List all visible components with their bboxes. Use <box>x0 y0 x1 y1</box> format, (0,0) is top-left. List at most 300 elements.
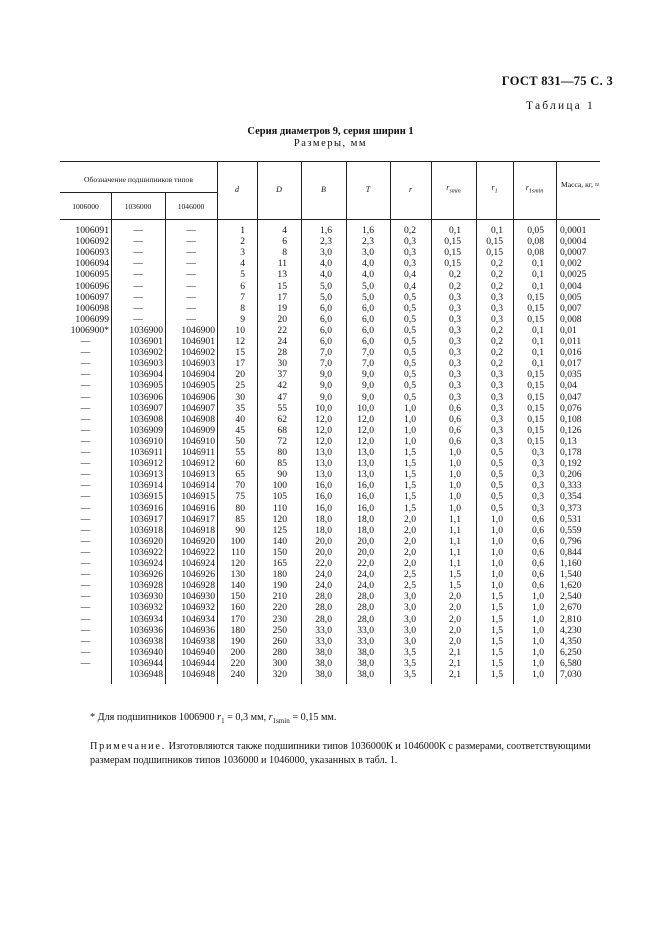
table-cell: 0,3 <box>404 236 416 248</box>
table-cell: 8 <box>240 302 245 314</box>
table-cell: 0,08 <box>527 247 544 259</box>
table-cell: 140 <box>230 580 245 592</box>
table-cell: 1036904 <box>129 369 163 381</box>
table-cell: 230 <box>272 613 287 625</box>
table-cell: 1,6 <box>362 225 374 236</box>
table-cell: 72 <box>277 435 287 447</box>
table-cell: 0,531 <box>560 513 582 525</box>
table-cell: 1,0 <box>404 424 416 436</box>
designation-group-header: Обозначение подшипников типов <box>84 175 193 184</box>
table-cell: 38,0 <box>357 669 374 680</box>
table-cell: 0,3 <box>449 358 461 370</box>
table-cell: 0,0001 <box>560 225 587 236</box>
table-cell: 1036928 <box>129 580 163 592</box>
table-cell: 2,0 <box>404 558 416 569</box>
table-cell: 1046916 <box>181 502 215 514</box>
table-cell: 0,13 <box>560 435 577 447</box>
table-cell: 12,0 <box>315 435 332 447</box>
table-cell: 0,008 <box>560 313 582 325</box>
table-row <box>60 580 600 591</box>
table-cell: 1036918 <box>129 524 163 536</box>
table-row <box>60 325 600 336</box>
table-cell: 1006095 <box>75 269 109 281</box>
table-cell: 1,5 <box>491 613 503 625</box>
table-cell: — <box>186 280 196 292</box>
table-cell: 4 <box>240 258 245 270</box>
table-cell: 0,2 <box>491 324 503 336</box>
table-cell: 5 <box>240 269 245 281</box>
table-cell: 0,1 <box>491 225 503 236</box>
table-cell: 3,5 <box>404 646 416 658</box>
table-cell: 0,3 <box>491 391 503 403</box>
table-cell: 0,15 <box>527 424 544 436</box>
table-cell: 0,6 <box>532 569 544 581</box>
table-cell: 18,0 <box>315 524 332 536</box>
table-cell: 1036926 <box>129 569 163 581</box>
table-cell: 7,0 <box>362 347 374 359</box>
table-cell: 130 <box>230 569 245 581</box>
table-cell: 0,6 <box>449 413 461 425</box>
table-cell: 0,016 <box>560 347 582 359</box>
table-cell: 0,5 <box>404 291 416 303</box>
table-cell: 0,15 <box>444 258 461 270</box>
table-cell: 0,15 <box>444 247 461 259</box>
table-cell: 1,6 <box>320 225 332 236</box>
table-row <box>60 414 600 425</box>
table-cell: — <box>80 580 91 592</box>
table-cell: 1,5 <box>404 469 416 481</box>
table-row <box>60 392 600 403</box>
table-cell: 68 <box>277 424 287 436</box>
table-cell: 24,0 <box>315 569 332 581</box>
table-cell: 1,0 <box>404 413 416 425</box>
table-cell: 6,0 <box>320 313 332 325</box>
table-cell: 1,0 <box>532 669 544 680</box>
table-cell: 0,3 <box>491 402 503 414</box>
table-cell: 0,3 <box>491 380 503 392</box>
table-cell: 1,1 <box>449 513 461 525</box>
table-cell: 1,5 <box>491 624 503 636</box>
table-top-rule <box>60 161 600 162</box>
table-cell: 170 <box>230 613 245 625</box>
table-cell: 210 <box>272 591 287 603</box>
table-cell: 33,0 <box>357 635 374 647</box>
table-cell: 13 <box>277 269 287 281</box>
table-row <box>60 303 600 314</box>
table-row <box>60 425 600 436</box>
note-label: Примечание. <box>90 741 167 752</box>
table-cell: 7,0 <box>362 358 374 370</box>
table-row <box>60 380 600 391</box>
table-cell: 0,844 <box>560 546 582 558</box>
table-cell: 1046918 <box>181 524 215 536</box>
table-cell: 90 <box>277 469 287 481</box>
table-cell: 45 <box>235 424 245 436</box>
table-cell: 1036910 <box>129 435 163 447</box>
table-cell: 1,5 <box>449 580 461 592</box>
table-cell: 22 <box>277 324 287 336</box>
table-cell: 90 <box>235 524 245 536</box>
table-cell: — <box>80 524 91 536</box>
table-cell: 320 <box>272 669 287 680</box>
table-cell: 4 <box>282 225 287 236</box>
table-cell: 0,796 <box>560 535 582 547</box>
table-cell: 15 <box>235 347 245 359</box>
table-row <box>60 369 600 380</box>
table-cell: 1,5 <box>491 602 503 614</box>
table-cell: — <box>133 258 143 270</box>
table-cell: 1,0 <box>532 646 544 658</box>
table-cell: 0,1 <box>532 324 544 336</box>
table-cell: 100 <box>272 480 287 492</box>
table-cell: 190 <box>230 635 245 647</box>
table-cell: 1,5 <box>404 502 416 514</box>
table-cell: 0,2 <box>491 258 503 270</box>
table-cell: 1,0 <box>449 469 461 481</box>
table-cell: — <box>80 535 91 547</box>
table-cell: — <box>133 291 143 303</box>
table-cell: — <box>80 435 91 447</box>
table-cell: 0,3 <box>449 302 461 314</box>
table-cell: — <box>80 358 91 370</box>
table-cell: 13,0 <box>315 469 332 481</box>
table-cell: 22,0 <box>357 558 374 569</box>
table-cell: 9,0 <box>362 380 374 392</box>
table-cell: 1036912 <box>129 458 163 470</box>
table-cell: 0,4 <box>404 269 416 281</box>
table-cell: 2,1 <box>449 657 461 669</box>
table-cell: 0,04 <box>560 380 577 392</box>
table-cell: 120 <box>230 558 245 569</box>
table-cell: 0,15 <box>527 435 544 447</box>
footnote: * Для подшипников 1006900 $r_1 = 0,3$ мм, $r_{1smin} = 0,15$ мм. <box>90 712 337 726</box>
table-cell: 1,5 <box>449 569 461 581</box>
note <box>90 740 610 768</box>
table-cell: 2,670 <box>560 602 582 614</box>
table-cell: 2,0 <box>449 635 461 647</box>
table-row <box>60 636 600 647</box>
table-cell: — <box>80 635 91 647</box>
table-cell: 0,3 <box>491 313 503 325</box>
table-cell: 1046914 <box>181 480 215 492</box>
table-cell: 150 <box>272 546 287 558</box>
table-cell: 1,0 <box>449 502 461 514</box>
table-cell: 20,0 <box>315 535 332 547</box>
table-cell: 3,5 <box>404 669 416 680</box>
table-cell: — <box>80 469 91 481</box>
table-cell: 0,3 <box>449 380 461 392</box>
table-cell: 28 <box>277 347 287 359</box>
table-cell: 1046905 <box>181 380 215 392</box>
designation-sub-rule <box>60 192 217 193</box>
table-row <box>60 314 600 325</box>
table-cell: 0,15 <box>444 236 461 248</box>
table-cell: 4,230 <box>560 624 582 636</box>
bearing-table <box>60 161 600 684</box>
table-cell: 1046915 <box>181 491 215 503</box>
table-cell: 8 <box>282 247 287 259</box>
D-header: D <box>276 185 282 194</box>
table-row <box>60 602 600 613</box>
table-cell: 1,0 <box>404 435 416 447</box>
table-cell: 110 <box>230 546 245 558</box>
table-cell: 0,05 <box>527 225 544 236</box>
table-cell: 28,0 <box>315 602 332 614</box>
table-cell: 1036914 <box>129 480 163 492</box>
table-cell: 1,0 <box>532 613 544 625</box>
table-cell: 0,2 <box>449 269 461 281</box>
table-cell: 0,3 <box>532 502 544 514</box>
table-cell: 2,5 <box>404 580 416 592</box>
table-cell: 0,5 <box>404 324 416 336</box>
table-cell: 1006098 <box>75 302 109 314</box>
table-cell: 0,2 <box>491 347 503 359</box>
table-cell: — <box>80 646 91 658</box>
table-cell: 12,0 <box>315 413 332 425</box>
table-cell: 1,1 <box>449 535 461 547</box>
table-cell: 24 <box>277 336 287 347</box>
table-cell: 1046911 <box>181 447 215 458</box>
table-cell: 16,0 <box>315 491 332 503</box>
table-cell: 0,5 <box>404 380 416 392</box>
table-cell: 0,373 <box>560 502 582 514</box>
table-cell: 1036903 <box>129 358 163 370</box>
table-row <box>60 558 600 569</box>
table-cell: 200 <box>230 646 245 658</box>
table-row <box>60 258 600 269</box>
table-cell: 4,0 <box>362 258 374 270</box>
table-cell: 6,0 <box>362 302 374 314</box>
table-cell: 7 <box>240 291 245 303</box>
table-cell: 1,0 <box>532 602 544 614</box>
table-cell: 1,5 <box>404 491 416 503</box>
table-cell: 1,0 <box>491 569 503 581</box>
table-cell: 1036917 <box>129 513 163 525</box>
table-cell: 13,0 <box>357 469 374 481</box>
table-cell: 0,5 <box>404 391 416 403</box>
table-cell: 240 <box>230 669 245 680</box>
table-cell: 0,6 <box>532 580 544 592</box>
table-cell: 260 <box>272 635 287 647</box>
table-cell: 1006093 <box>75 247 109 259</box>
table-cell: 1,0 <box>491 535 503 547</box>
table-row <box>60 281 600 292</box>
table-cell: 1036940 <box>129 646 163 658</box>
table-cell: 220 <box>272 602 287 614</box>
table-cell: 5,0 <box>362 280 374 292</box>
table-cell: — <box>80 447 91 458</box>
table-cell: 18,0 <box>357 524 374 536</box>
table-cell: 1046908 <box>181 413 215 425</box>
table-cell: 1046934 <box>181 613 215 625</box>
table-row <box>60 614 600 625</box>
table-cell: 1006096 <box>75 280 109 292</box>
table-cell: 40 <box>235 413 245 425</box>
table-cell: — <box>80 413 91 425</box>
table-cell: 55 <box>277 402 287 414</box>
table-cell: 7,0 <box>320 358 332 370</box>
r-header: r <box>408 185 413 194</box>
table-cell: 0,15 <box>527 413 544 425</box>
table-cell: 16,0 <box>315 480 332 492</box>
table-cell: 1036936 <box>129 624 163 636</box>
table-cell: 3,0 <box>362 247 374 259</box>
table-cell: 1,0 <box>491 558 503 569</box>
table-cell: 1046917 <box>181 513 215 525</box>
table-cell: 16,0 <box>357 480 374 492</box>
table-cell: 0,15 <box>527 402 544 414</box>
table-cell: — <box>186 225 196 236</box>
table-cell: 7,030 <box>560 669 582 680</box>
table-cell: 33,0 <box>357 624 374 636</box>
table-cell: 1036922 <box>129 546 163 558</box>
table-row <box>60 647 600 658</box>
table-cell: 1046907 <box>181 402 215 414</box>
table-cell: 0,6 <box>532 546 544 558</box>
table-cell: 0,108 <box>560 413 582 425</box>
table-cell: 50 <box>235 435 245 447</box>
table-cell: 6 <box>240 280 245 292</box>
table-cell: 13,0 <box>315 447 332 458</box>
table-cell: 11 <box>277 258 287 270</box>
table-cell: 17 <box>235 358 245 370</box>
table-cell: 5,0 <box>320 280 332 292</box>
table-cell: 5,0 <box>362 291 374 303</box>
table-cell: 0,002 <box>560 258 582 270</box>
table-cell: 280 <box>272 646 287 658</box>
table-row <box>60 447 600 458</box>
table-cell: 1036907 <box>129 402 163 414</box>
table-cell: 4,0 <box>320 269 332 281</box>
table-cell: 1,5 <box>404 480 416 492</box>
table-cell: — <box>133 269 143 281</box>
note-text: Изготовляются также подшипники типов 1036000К и 1046000К с размерами, соответствующими размерам подшипников типов 1036000 и 1046000, указанных в табл. 1. <box>90 741 591 766</box>
table-cell: 1036944 <box>129 657 163 669</box>
table-cell: 0,5 <box>491 491 503 503</box>
table-row <box>60 569 600 580</box>
table-cell: 1,5 <box>491 591 503 603</box>
table-cell: 1,0 <box>491 580 503 592</box>
table-cell: 22,0 <box>315 558 332 569</box>
table-cell: 300 <box>272 657 287 669</box>
table-row <box>60 514 600 525</box>
table-cell: 38,0 <box>315 646 332 658</box>
table-cell: 1036932 <box>129 602 163 614</box>
table-cell: 2,0 <box>449 613 461 625</box>
table-cell: 0,1 <box>532 269 544 281</box>
table-cell: 0,3 <box>532 469 544 481</box>
table-cell: 0,3 <box>449 291 461 303</box>
table-cell: 0,192 <box>560 458 582 470</box>
header-bottom-rule <box>60 219 600 220</box>
table-cell: 0,3 <box>532 458 544 470</box>
table-cell: 13,0 <box>315 458 332 470</box>
table-cell: 9,0 <box>362 369 374 381</box>
table-label: Таблица 1 <box>526 100 595 112</box>
table-cell: 1046926 <box>181 569 215 581</box>
table-cell: 0,08 <box>527 236 544 248</box>
table-cell: 2,3 <box>320 236 332 248</box>
table-cell: 0,017 <box>560 358 582 370</box>
table-cell: 2,0 <box>404 535 416 547</box>
table-cell: 1046902 <box>181 347 215 359</box>
table-cell: — <box>186 258 196 270</box>
table-cell: 28,0 <box>357 613 374 625</box>
table-cell: 0,5 <box>404 358 416 370</box>
table-cell: 16,0 <box>357 491 374 503</box>
table-cell: — <box>80 558 91 569</box>
table-cell: 0,126 <box>560 424 582 436</box>
table-cell: — <box>80 336 91 347</box>
table-cell: 3,5 <box>404 657 416 669</box>
table-cell: 13,0 <box>357 458 374 470</box>
table-cell: — <box>186 236 196 248</box>
table-cell: 0,3 <box>532 491 544 503</box>
table-cell: 12,0 <box>357 435 374 447</box>
table-cell: 24,0 <box>357 569 374 581</box>
table-cell: 38,0 <box>357 646 374 658</box>
table-row <box>60 403 600 414</box>
table-cell: 6,250 <box>560 646 582 658</box>
table-cell: 1,1 <box>449 558 461 569</box>
table-cell: 0,15 <box>527 313 544 325</box>
table-cell: 1036902 <box>129 347 163 359</box>
table-cell: 38,0 <box>357 657 374 669</box>
table-cell: 1,0 <box>449 480 461 492</box>
table-cell: 0,6 <box>532 524 544 536</box>
table-cell: 3 <box>240 247 245 259</box>
table-row <box>60 436 600 447</box>
table-cell: 0,2 <box>491 358 503 370</box>
table-cell: 1,0 <box>532 624 544 636</box>
table-cell: 1,0 <box>449 447 461 458</box>
table-cell: 3,0 <box>320 247 332 259</box>
table-row <box>60 525 600 536</box>
table-row <box>60 247 600 258</box>
table-cell: 0,5 <box>491 469 503 481</box>
table-cell: 2,540 <box>560 591 582 603</box>
table-cell: 0,206 <box>560 469 582 481</box>
table-cell: 0,3 <box>449 336 461 347</box>
table-cell: 0,5 <box>491 458 503 470</box>
table-cell: 1,1 <box>449 546 461 558</box>
table-cell: 1046936 <box>181 624 215 636</box>
table-cell: 1,0 <box>491 546 503 558</box>
table-cell: 1 <box>240 225 245 236</box>
table-cell: — <box>80 624 91 636</box>
table-cell: 28,0 <box>315 613 332 625</box>
table-row <box>60 336 600 347</box>
table-cell: 0,178 <box>560 447 582 458</box>
table-cell: 1036948 <box>129 669 163 680</box>
table-cell: 0,5 <box>404 302 416 314</box>
table-cell: 1046940 <box>181 646 215 658</box>
table-cell: 0,047 <box>560 391 582 403</box>
table-cell: — <box>80 369 91 381</box>
table-cell: 2,0 <box>449 591 461 603</box>
table-cell: 1036920 <box>129 535 163 547</box>
table-cell: 1036916 <box>129 502 163 514</box>
rsmin-header: $r_{smin}$ <box>446 183 461 195</box>
table-cell: — <box>133 225 143 236</box>
table-cell: — <box>80 424 91 436</box>
table-cell: 1,5 <box>491 669 503 680</box>
table-cell: 0,6 <box>532 513 544 525</box>
table-cell: 85 <box>277 458 287 470</box>
table-cell: 1036905 <box>129 380 163 392</box>
table-cell: 0,6 <box>532 558 544 569</box>
table-cell: 0,01 <box>560 324 577 336</box>
